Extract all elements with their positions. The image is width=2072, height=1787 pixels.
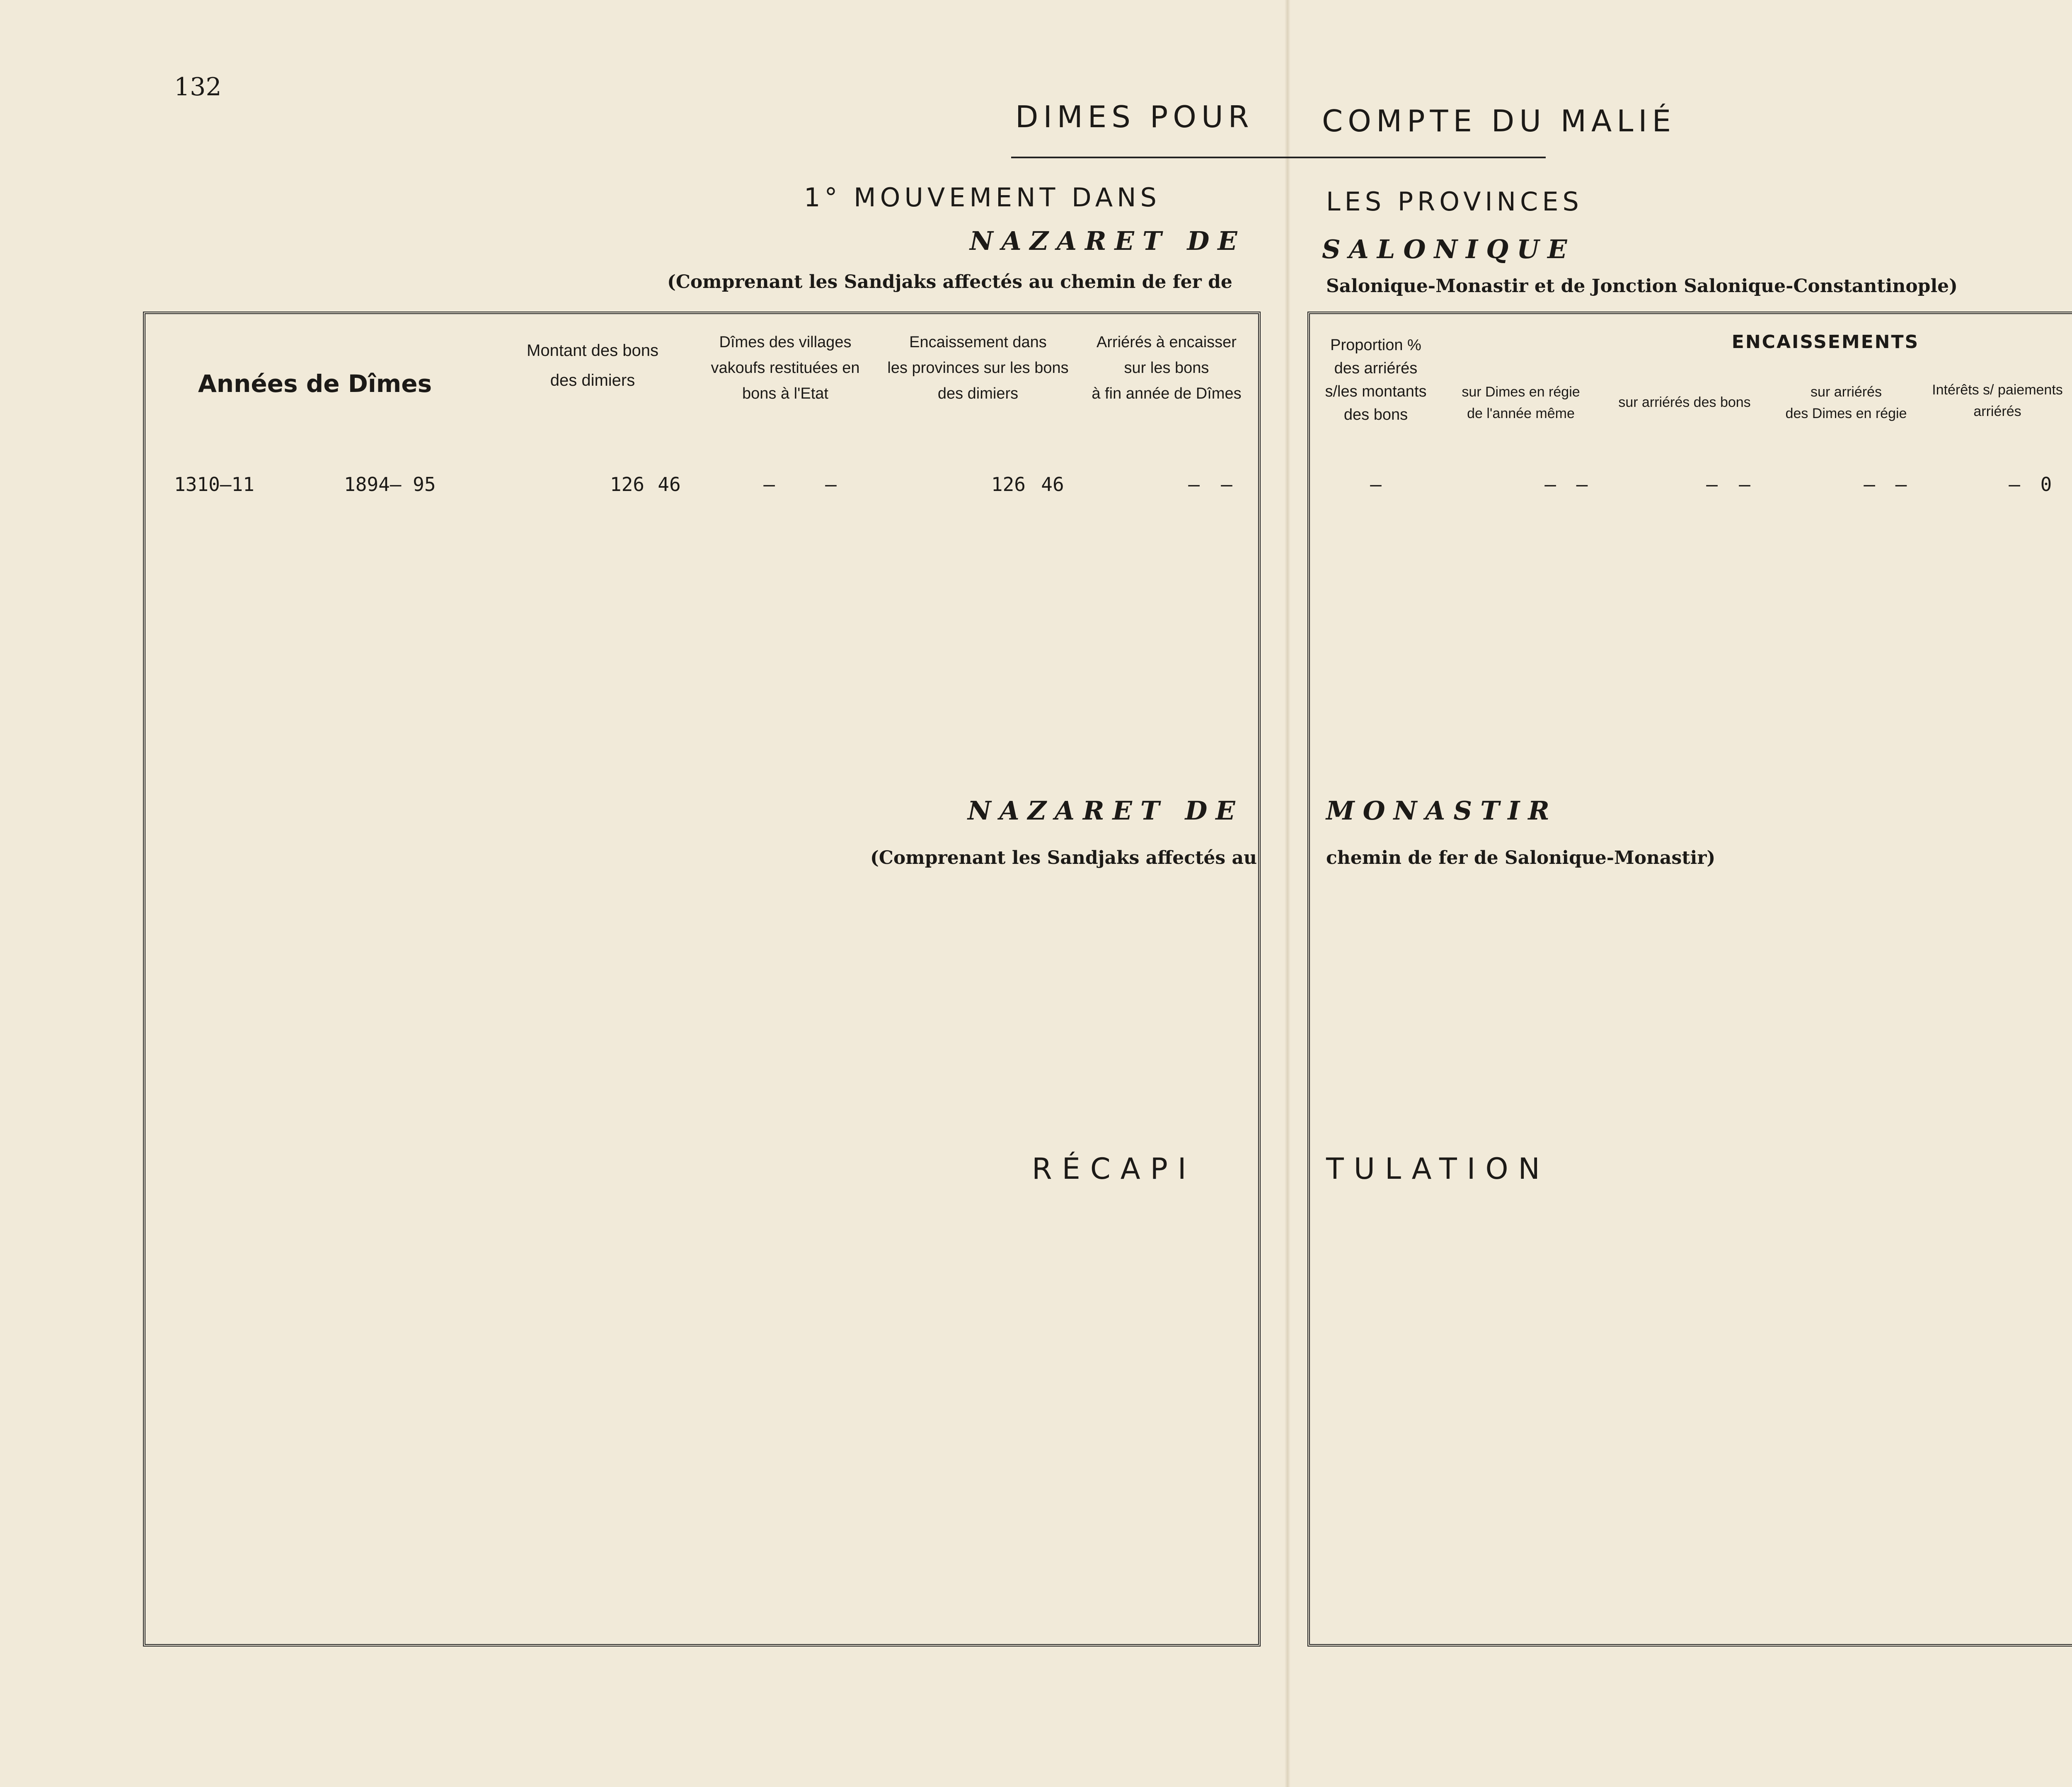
header-encaissement: Encaissement dans les provinces sur les bons des dimiers — [887, 334, 1069, 402]
table-cell — [2070, 468, 2072, 501]
section1-note-left: (Comprenant les Sandjaks affectés au chemin de fer de — [667, 271, 1232, 293]
table-cell: 1894— 95 — [344, 473, 436, 496]
table-cell: 46 — [1041, 473, 1064, 496]
table-cell: — — [1188, 473, 1200, 496]
table-cell: 1310—11 — [174, 473, 254, 496]
table-cell: 46 — [658, 473, 681, 496]
section3-name-left: RÉCAPI — [1032, 1152, 1196, 1186]
right-page-frame — [1307, 312, 2072, 1647]
header-interets: Intérêts s/ paiements arriérés — [1932, 382, 2063, 419]
table-cell: — — [763, 473, 775, 496]
header-arrieres: Arriérés à encaisser sur les bons à fin année de Dîmes — [1092, 334, 1242, 402]
table-cell: — — [2009, 473, 2020, 496]
table-cell: — — [1576, 473, 1588, 496]
header-sur-arrieres-dimes: sur arriérés des Dimes en régie — [1785, 384, 1907, 421]
title-rule-right — [1289, 157, 1546, 158]
header-dimes-villages: Dîmes des villages vakoufs restituées en bons à l'Etat — [711, 334, 860, 402]
table-cell: — — [1895, 473, 1907, 496]
table-cell: — — [1370, 473, 1382, 496]
title-right: COMPTE DU MALIÉ — [1322, 104, 1676, 138]
table-cell: — — [1706, 473, 1718, 496]
table-cell: — — [1221, 473, 1232, 496]
header-encaissements: ENCAISSEMENTS — [1731, 331, 1920, 353]
section2-name-left: NAZARET DE — [968, 796, 1244, 826]
header-sur-arrieres-bons: sur arriérés des bons — [1618, 394, 1751, 410]
left-page-frame — [143, 312, 1261, 1647]
title-left: DIMES POUR — [1015, 99, 1254, 134]
subtitle-right: LES PROVINCES — [1326, 186, 1583, 217]
header-montant: Montant des bons des dimiers — [527, 341, 658, 389]
left-page-number: 132 — [174, 73, 222, 102]
title-rule-left — [1011, 157, 1293, 158]
book-spine — [1285, 0, 1290, 1787]
header-sur-dimes: sur Dimes en régie de l'année même — [1462, 384, 1580, 421]
header-annees: Années de Dîmes — [198, 370, 432, 398]
table-cell: — — [825, 473, 837, 496]
subtitle-left: 1° MOUVEMENT DANS — [804, 182, 1161, 213]
section2-name-right: MONASTIR — [1326, 796, 1558, 826]
table-cell: — — [1544, 473, 1556, 496]
header-proportion: Proportion % des arriérés s/les montants des bons — [1325, 336, 1427, 423]
table-cell: 126 — [991, 473, 1026, 496]
table-cell: — — [1864, 473, 1875, 496]
header-divers — [2070, 385, 2072, 415]
section1-name-left: NAZARET DE — [970, 226, 1246, 256]
section1-note-right: Salonique-Monastir et de Jonction Salonique-Constantinople) — [1326, 276, 1958, 297]
section2-note-right: chemin de fer de Salonique-Monastir) — [1326, 847, 1716, 868]
table-cell: — — [1739, 473, 1750, 496]
section3-name-right: TULATION — [1326, 1152, 1550, 1186]
table-cell: 0 — [2040, 473, 2052, 496]
section1-name-right: SALONIQUE — [1322, 234, 1576, 264]
table-cell: 126 — [610, 473, 644, 496]
section2-note-left: (Comprenant les Sandjaks affectés au — [870, 847, 1257, 868]
